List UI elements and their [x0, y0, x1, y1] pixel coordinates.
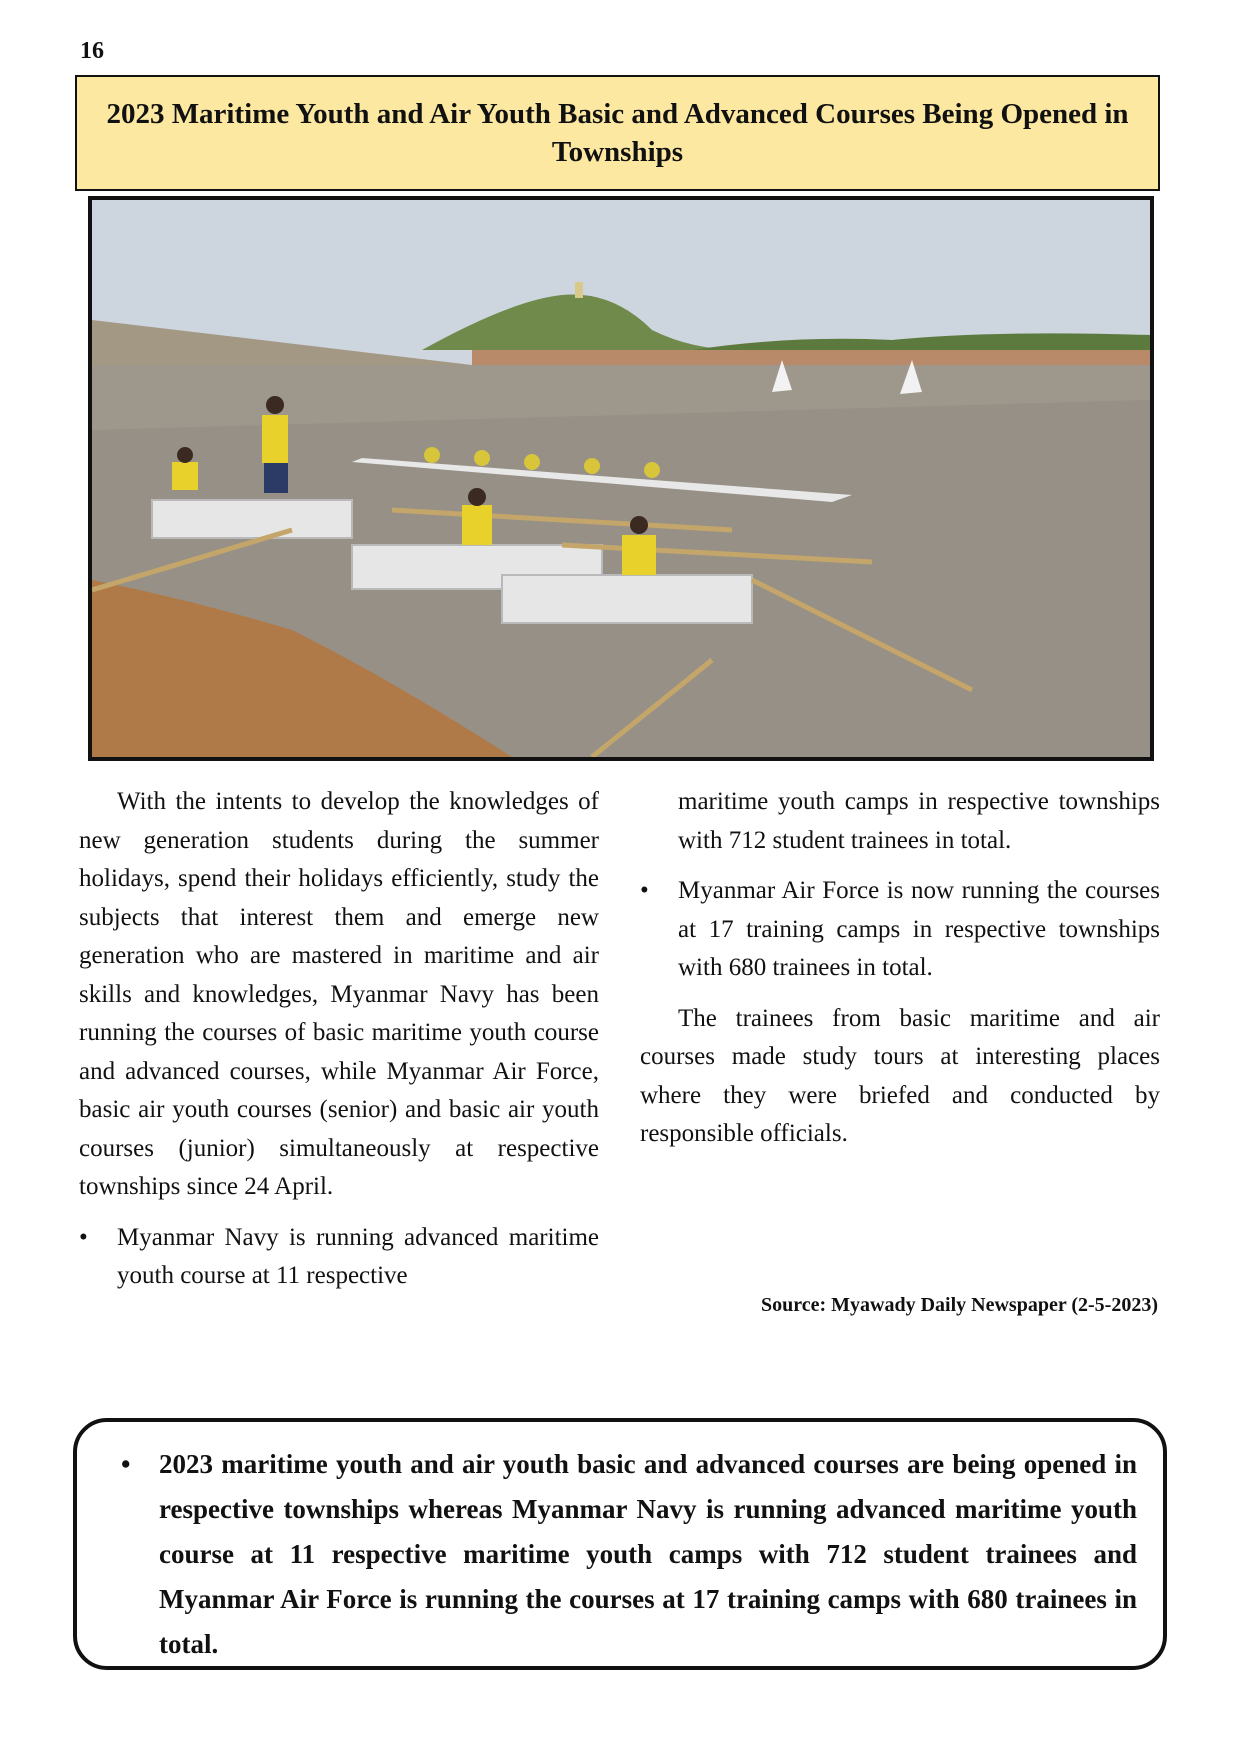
closing-paragraph: The trainees from basic maritime and air courses made study tours at interesting places where they were briefed and conducted by responsible officials. — [640, 1004, 1160, 1147]
page-number: 16 — [80, 38, 104, 64]
source-citation: Source: Myawady Daily Newspaper (2-5-2023) — [760, 1294, 1158, 1316]
title-box — [75, 75, 1160, 191]
intro-paragraph: With the intents to develop the knowledges of new generation students during the summer holidays, spend their holidays efficiently, study the subjects that interest them and emerge new generation who are mastered in maritime and air skills and knowledges, Myanmar Navy has been running the courses of basic maritime youth course and advanced courses, while Myanmar Air Force, basic air youth courses (senior) and basic air youth courses (junior) simultaneously at respective townships since 24 April. — [79, 788, 599, 1200]
list-item-airforce — [640, 872, 1160, 988]
bullet-dot: • — [79, 1223, 88, 1251]
article-left-column — [79, 783, 599, 1296]
summary-item — [103, 1442, 1137, 1667]
bullet-dot: • — [640, 877, 649, 904]
list-item-navy-continued: maritime youth camps in respective townships with 712 student trainees in total. — [678, 788, 1160, 854]
page-title: 2023 Maritime Youth and Air Youth Basic and Advanced Courses Being Opened in Townships — [106, 98, 1129, 168]
list-item-navy — [79, 1219, 599, 1296]
list-item-airforce-text: Myanmar Air Force is now running the courses at 17 training camps in respective townships with 680 trainees in total. — [678, 877, 1160, 981]
list-item-navy-text: Myanmar Navy is running advanced maritime youth course at 11 respective — [117, 1223, 599, 1289]
summary-text: 2023 maritime youth and air youth basic and advanced courses are being opened in respective townships whereas Myanmar Navy is running advanced maritime youth course at 11 respective maritime youth camps with 712 student trainees and Myanmar Air Force is running the courses at 17 training camps with 680 trainees in total. — [159, 1449, 1137, 1659]
summary-box — [73, 1418, 1167, 1670]
bullet-dot: • — [121, 1449, 131, 1479]
photo-rowing-trainees-icon — [92, 200, 1150, 757]
photo-frame — [88, 196, 1154, 761]
article-right-column — [640, 783, 1160, 1154]
